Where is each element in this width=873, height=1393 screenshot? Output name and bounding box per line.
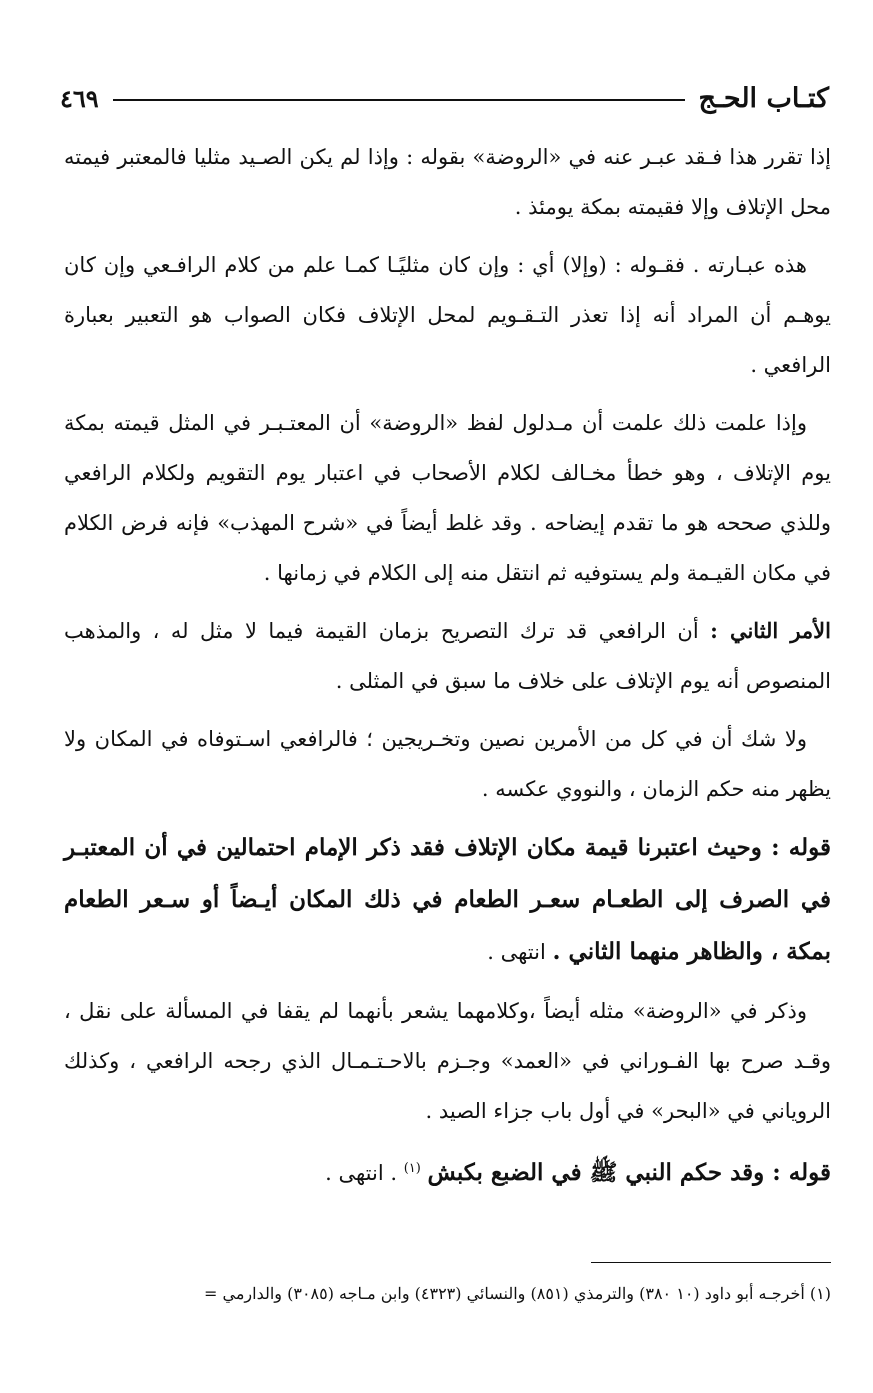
paragraph-7: وذكر في «الروضة» مثله أيضاً ،وكلامهما يشعر بأنهما لم يقفا في المسألة على نقل ، وقـد صرح بها الفـوراني في «العمد» وجـزم بالاحـتـمـال الذي رجحه الرافعي ، وكذلك الروياني في «البحر» في أول باب جزاء الصيد .: [64, 999, 831, 1123]
paragraph-4-body: أن الرافعي قد ترك التصريح بزمان القيمة فيما لا مثل له ، والمذهب المنصوص أنه يوم الإتلاف على خلاف ما سبق في المثلى .: [64, 619, 831, 693]
paragraph-1: إذا تقرر هذا فـقد عبـر عنه في «الروضة» بقوله : وإذا لم يكن الصـيد مثليا فالمعتبر فيمته محل الإتلاف وإلا فقيمته بمكة يومئذ .: [64, 145, 831, 219]
body-text: [64, 132, 831, 1207]
quoted-text-2: قوله : وقد حكم النبي ﷺ في الضبع بكبش: [427, 1159, 831, 1186]
paragraph-6-tail: انتهى .: [487, 940, 546, 964]
paragraph-4-lead: الأمر الثاني :: [710, 618, 831, 643]
quoted-text: قوله : وحيث اعتبرنا قيمة مكان الإتلاف فقد ذكر الإمام احتمالين في أن المعتبـر في الصرف إلى الطعـام سعـر الطعام في ذلك المكان أيـضاً أو سـعر الطعام بمكة ، والظاهر منهما الثاني .: [64, 834, 831, 965]
page-header: [60, 78, 829, 118]
page-number: ٤٦٩: [60, 83, 99, 113]
paragraph-8-tail: . انتهى .: [325, 1161, 398, 1185]
footnote-rule: [591, 1262, 831, 1263]
paragraph-2: هذه عبـارته . فقـوله : (وإلا) أي : وإن كان مثليًـا كمـا علم من كلام الرافـعي وإن كان يوهـم أن المراد أنه إذا تعذر التـقـويم لمحل الإتلاف فكان الصواب هو التعبير بعبارة الرافعي .: [64, 253, 831, 377]
paragraph-3: وإذا علمت ذلك علمت أن مـدلول لفظ «الروضة» أن المعتـبـر في المثل قيمته بمكة يوم الإتلاف ، وهو خطأ مخـالف لكلام الأصحاب في اعتبار يوم التقويم ولكلام الرافعي وللذي صححه هو ما تقدم إيضاحه . وقد غلط أيضاً في «شرح المهذب» فإنه فرض الكلام في مكان القيـمة ولم يستوفيه ثم انتقل منه إلى الكلام في زمانها .: [64, 411, 831, 585]
running-head: كتـاب الحـج: [698, 82, 829, 114]
paragraph-5: ولا شك أن في كل من الأمرين نصين وتخـريجين ؛ فالرافعي اسـتوفاه في المكان ولا يظهر منه حكم الزمان ، والنووي عكسه .: [64, 727, 831, 801]
paragraph-8: [64, 1144, 831, 1199]
header-rule: [113, 99, 685, 101]
paragraph-6: [64, 822, 831, 978]
footnote-ref[interactable]: (١): [403, 1161, 421, 1176]
paragraph-4: [64, 606, 831, 706]
footnote: (١) أخرجـه أبو داود (١٠ ٣٨٠) والترمذي (٨٥١) والنسائي (٤٣٢٣) وابن مـاجه (٣٠٨٥) والدارمي =: [204, 1284, 831, 1303]
